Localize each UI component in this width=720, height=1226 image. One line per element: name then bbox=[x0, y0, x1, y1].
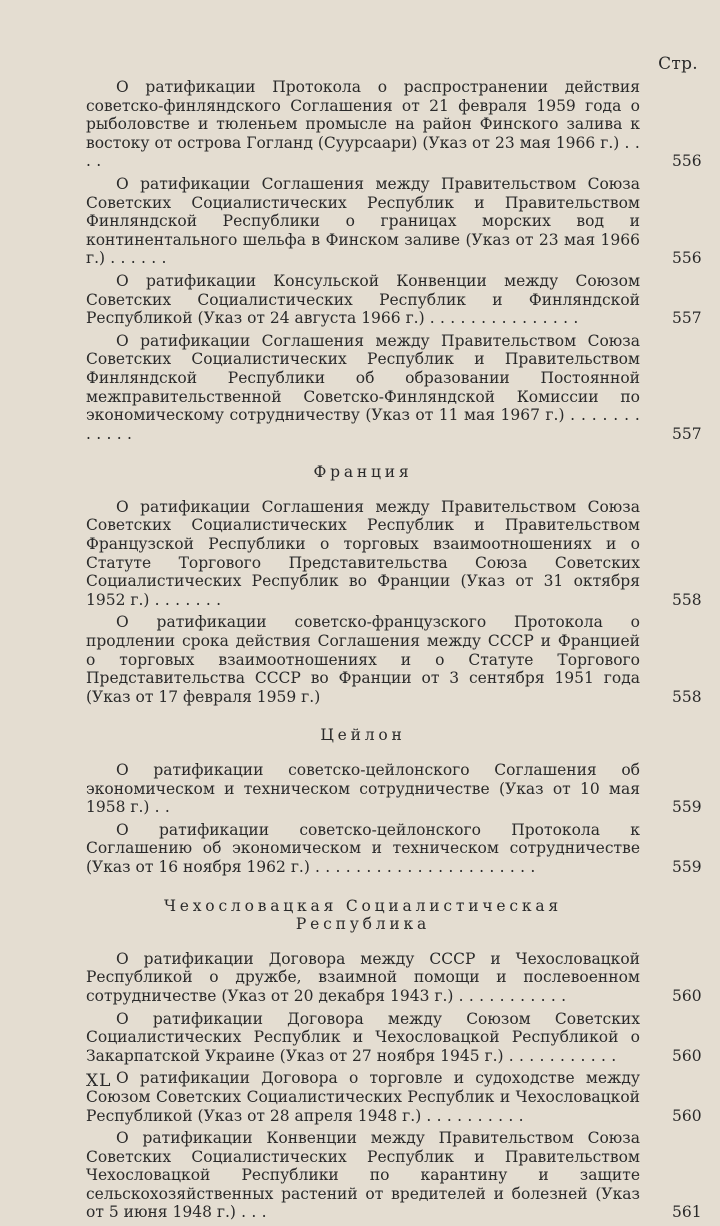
toc-entry-leader-dots: . . . . . . . . . . bbox=[421, 1106, 524, 1125]
toc-entry-text: О ратификации Договора между СССР и Чехословацкой Республикой о дружбе, взаимной помощи и послевоенном сотрудничестве (Указ от 20 декабря 1943 г.) bbox=[86, 949, 640, 1005]
section-heading bbox=[86, 726, 640, 745]
section-heading bbox=[86, 897, 640, 934]
toc-entry-leader-dots: . . . . . . . . . . . . . . . . . . . . . . bbox=[309, 857, 536, 876]
toc-entry-text: О ратификации Соглашения между Правительством Союза Советских Социалистических Республик и Правительством Французской Республики о торговых взаимоотношениях и о Статуте Торгового Представительства Союза Советских Социалистических Республик во Франции (Указ от 31 октября 1952 г.) bbox=[86, 497, 640, 609]
toc-entry-leader-dots: . . . . bbox=[86, 133, 640, 171]
toc-entry bbox=[86, 174, 702, 268]
toc-entry bbox=[86, 78, 702, 171]
toc-entry bbox=[86, 613, 702, 706]
toc-entry-leader-dots: . . . . . . . . . . . bbox=[503, 1046, 617, 1065]
toc-entry bbox=[86, 331, 702, 444]
toc-entry-page-number: 556 bbox=[672, 249, 702, 268]
section-heading-line: Франция bbox=[313, 463, 413, 482]
toc-entry-text: О ратификации Договора между Союзом Советских Социалистических Республик и Чехословацкой Республикой о Закарпатской Украине (Указ от 27 ноября 1945 г.) bbox=[86, 1009, 640, 1065]
toc-entry-leader-dots: . . . . . . bbox=[105, 249, 167, 268]
toc-entry bbox=[86, 949, 702, 1006]
toc-entry-leader-dots: . . . . . . . . . . . bbox=[453, 986, 567, 1005]
toc-entry bbox=[86, 820, 702, 877]
section-heading bbox=[86, 463, 640, 482]
toc-entry-text: О ратификации Консульской Конвенции между Союзом Советских Социалистических Республик и Финляндской Республикой (Указ от 24 августа 1966 г.) bbox=[86, 271, 640, 328]
toc-entry-leader-dots: . . . . . . . . . . . . . . . bbox=[424, 309, 579, 328]
toc-entry-page-number: 559 bbox=[672, 798, 702, 817]
toc-entry-page-number: 561 bbox=[672, 1203, 702, 1222]
toc-entry-text: О ратификации Соглашения между Правительством Союза Советских Социалистических Республик и Правительством Финляндской Республики об образовании Постоянной межправительственной Советско-Финляндской Комиссии по экономическому сотрудничеству (Указ от 11 мая 1967 г.) bbox=[86, 331, 640, 425]
section-heading-line: Чехословацкая Социалистическая bbox=[164, 896, 562, 915]
toc-entry-text: О ратификации советско-французского Протокола о продлении срока действия Соглашения между СССР и Францией о торговых взаимоотношениях и о Статуте Торгового Представительства СССР во Франции от 3 сентября 1951 года (Указ от 17 февраля 1959 г.) bbox=[86, 613, 640, 706]
toc-entry-leader-dots: . . . . . . . . . . . . bbox=[86, 406, 640, 443]
toc-entry-text: О ратификации Соглашения между Правительством Союза Советских Социалистических Республик и Правительством Финляндской Республики о границах морских вод и континентального шельфа в Финском заливе (Указ от 23 мая 1966 г.) bbox=[86, 174, 640, 268]
toc-entry-text: О ратификации Договора о торговле и судоходстве между Союзом Советских Социалистических Республик и Чехословацкой Республикой (Указ от 28 апреля 1948 г.) bbox=[86, 1069, 640, 1125]
toc-entry-page-number: 558 bbox=[672, 687, 702, 706]
page-column-label: Стр. bbox=[658, 54, 698, 74]
toc-entry-leader-dots: . . bbox=[149, 798, 170, 817]
toc-entry-text: О ратификации Протокола о распространении действия советско-финляндского Соглашения от 21 февраля 1959 года о рыболовстве и тюленьем промысле на район Финского залива к востоку от острова Гогланд (Суурсаари) (Указ от 23 мая 1966 г.) bbox=[86, 78, 640, 152]
toc-entry bbox=[86, 497, 702, 610]
toc-entry-page-number: 558 bbox=[672, 590, 702, 609]
toc-entry bbox=[86, 1069, 702, 1125]
toc-entry-page-number: 560 bbox=[672, 1106, 702, 1125]
toc-entry bbox=[86, 761, 702, 817]
toc-entry bbox=[86, 1009, 702, 1066]
toc-entry-page-number: 557 bbox=[672, 309, 702, 328]
toc-entry-page-number: 556 bbox=[672, 152, 702, 171]
toc-entry-text: О ратификации советско-цейлонского Соглашения об экономическом и техническом сотрудничестве (Указ от 10 мая 1958 г.) bbox=[86, 761, 640, 817]
toc-entry-text: О ратификации советско-цейлонского Протокола к Соглашению об экономическом и техническом сотрудничестве (Указ от 16 ноября 1962 г.) bbox=[86, 820, 640, 876]
toc-entry-page-number: 559 bbox=[672, 857, 702, 876]
toc-entry-leader-dots: . . . bbox=[235, 1203, 267, 1222]
toc-entry-page-number: 560 bbox=[672, 986, 702, 1005]
toc-entry bbox=[86, 271, 702, 328]
toc-entry-leader-dots: . . . . . . . bbox=[149, 590, 222, 609]
toc-entry-page-number: 557 bbox=[672, 424, 702, 443]
page-number-roman: XL bbox=[86, 1071, 112, 1091]
toc-list bbox=[86, 78, 702, 1226]
toc-entry-text: О ратификации Конвенции между Правительством Союза Советских Социалистических Республик и Правительством Чехословацкой Республики по карантину и защите сельскохозяйственных растений от вредителей и болезней (Указ от 5 июня 1948 г.) bbox=[86, 1129, 640, 1222]
toc-entry bbox=[86, 1129, 702, 1222]
section-heading-line: Цейлон bbox=[320, 726, 406, 745]
section-heading-line: Республика bbox=[295, 915, 431, 934]
toc-entry-page-number: 560 bbox=[672, 1046, 702, 1065]
